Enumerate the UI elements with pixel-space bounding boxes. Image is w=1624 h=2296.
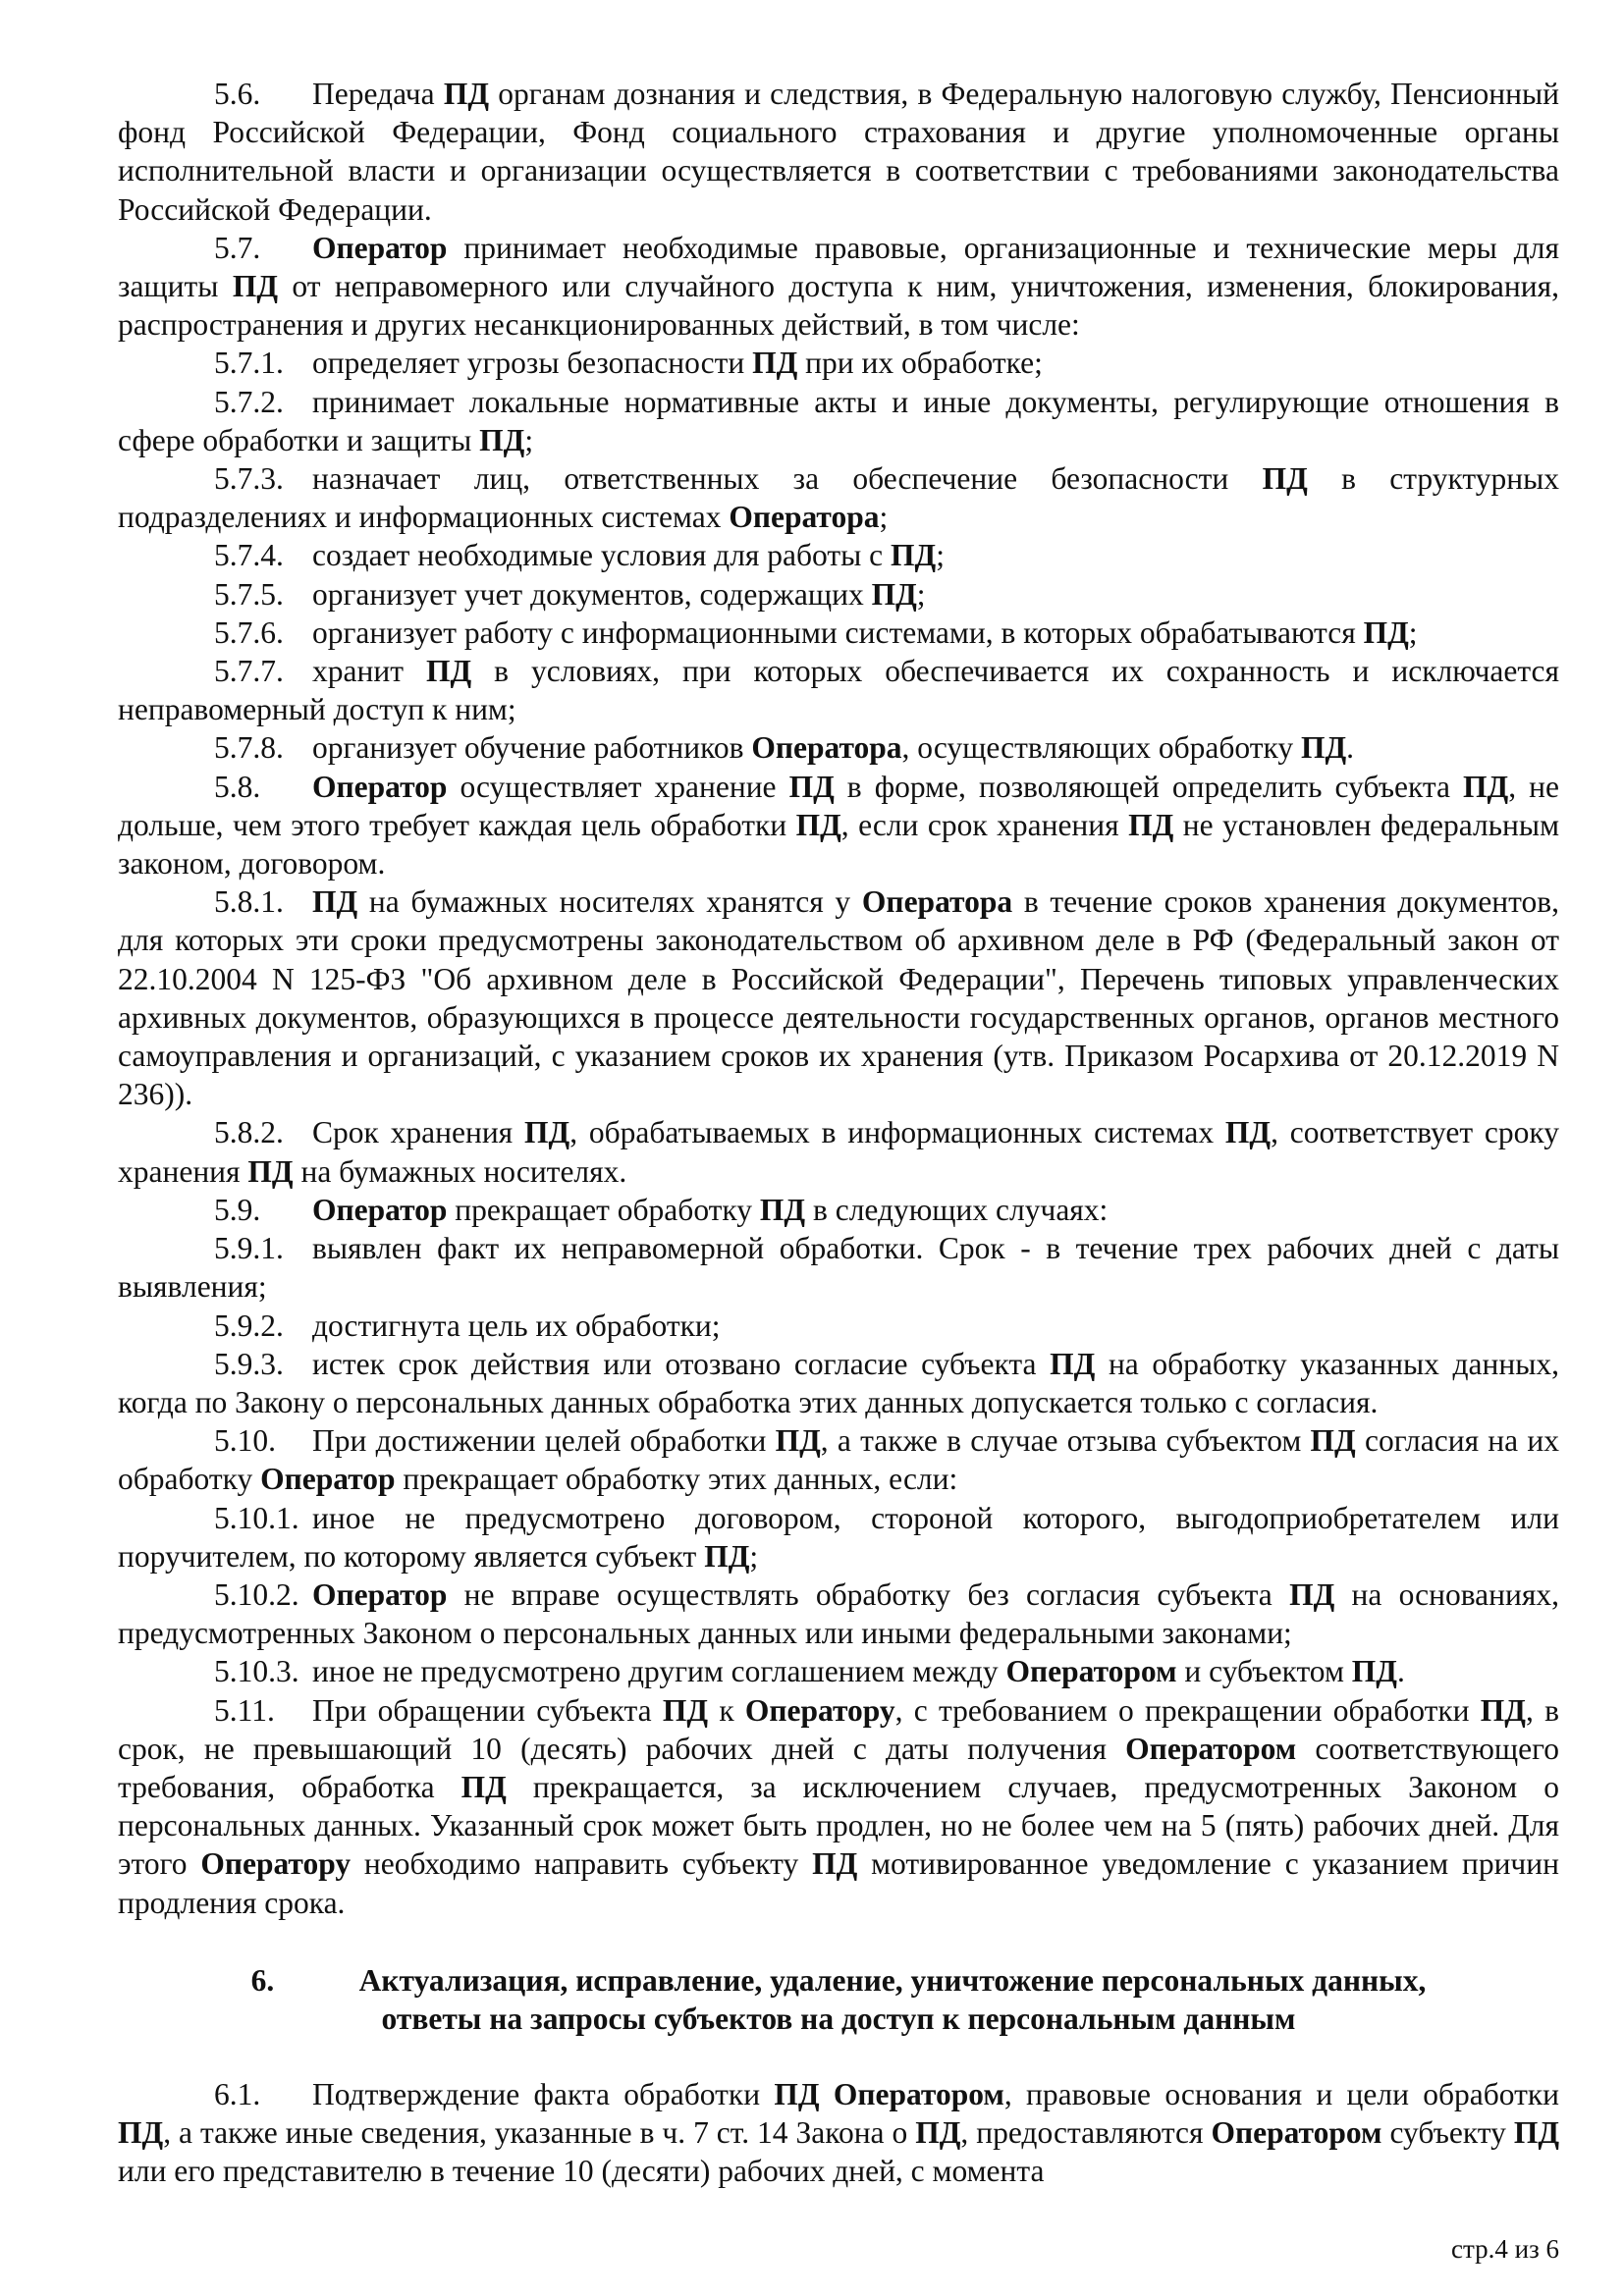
bold-term: ПД bbox=[752, 346, 798, 381]
text-run: , осуществляющих обработку bbox=[901, 730, 1301, 766]
text-run: Передача bbox=[312, 77, 444, 111]
text-run: , правовые основания и цели обработки bbox=[1003, 2076, 1560, 2111]
bold-term: ПД bbox=[425, 654, 472, 689]
bold-term: Оператор bbox=[312, 230, 448, 265]
text-run: ; bbox=[879, 500, 889, 535]
text-run: При обращении субъекта bbox=[312, 1692, 663, 1728]
paragraph-5-7-7 bbox=[118, 652, 1559, 728]
text-run: определяет угрозы безопасности bbox=[312, 346, 753, 381]
paragraph-5-9-2 bbox=[118, 1307, 1559, 1345]
paragraph-5-8-1 bbox=[118, 882, 1559, 1113]
bold-term: ПД bbox=[1050, 1346, 1096, 1381]
bold-term: ПД bbox=[871, 576, 917, 612]
section-6-body bbox=[118, 2075, 1559, 2191]
text-run: организует учет документов, содержащих bbox=[312, 576, 872, 612]
clause-number: 5.7. bbox=[214, 230, 261, 265]
paragraph-5-10-1 bbox=[118, 1499, 1559, 1575]
paragraph-5-11 bbox=[118, 1691, 1559, 1922]
bold-term: ПД bbox=[1128, 807, 1174, 842]
paragraph-5-10 bbox=[118, 1421, 1559, 1498]
bold-term: ПД bbox=[1351, 1654, 1397, 1689]
bold-term: ПД bbox=[774, 2076, 820, 2111]
bold-term: Оператору bbox=[200, 1846, 352, 1882]
text-run: к bbox=[708, 1692, 745, 1728]
text-run: на бумажных носителях. bbox=[293, 1153, 627, 1189]
clause-number: 5.7.7. bbox=[214, 654, 284, 689]
bold-term: Оператору bbox=[744, 1692, 895, 1728]
text-run: на основаниях, предусмотренных Законом о персональных данных или иными федеральными законами; bbox=[118, 1576, 1559, 1651]
paragraph-5-9 bbox=[118, 1191, 1559, 1229]
clause-number: 5.7.5. bbox=[214, 576, 284, 612]
text-run: соответствующего требования, обработка bbox=[118, 1731, 1559, 1804]
paragraph-5-7 bbox=[118, 229, 1559, 345]
bold-term: ПД bbox=[460, 1769, 507, 1804]
clause-number: 5.8.2. bbox=[214, 1115, 284, 1150]
text-run: или его представителю в течение 10 (десяти) рабочих дней, с момента bbox=[118, 2154, 1045, 2189]
document-page bbox=[118, 75, 1559, 2190]
section-6-title bbox=[118, 1961, 1559, 2038]
text-run: , с требованием о прекращении обработки bbox=[894, 1692, 1481, 1728]
text-run: ; bbox=[936, 538, 945, 573]
bold-term: Оператором bbox=[1125, 1731, 1297, 1766]
text-run: не установлен федеральным законом, договором. bbox=[118, 807, 1559, 881]
text-run: создает необходимые условия для работы с bbox=[312, 538, 892, 573]
paragraph-5-8-2 bbox=[118, 1113, 1559, 1190]
text-run: органам дознания и следствия, в Федеральную налоговую службу, Пенсионный фонд Российской Федерации, Фонд социального страхования и другие уполномоченные органы исполнительной власти и организации осуществляется в соответствии с требованиями законодательства Российской Федерации. bbox=[118, 77, 1559, 227]
section-5-body bbox=[118, 75, 1559, 1922]
bold-term: Оператора bbox=[751, 730, 902, 766]
text-run: ; bbox=[916, 576, 926, 612]
bold-term: ПД bbox=[247, 1153, 294, 1189]
paragraph-5-7-2 bbox=[118, 383, 1559, 459]
text-run: на обработку указанных данных, когда по Закону о персональных данных обработка этих данных допускается только с согласия. bbox=[118, 1346, 1559, 1419]
text-run: . bbox=[1346, 730, 1355, 766]
text-run: , в срок, не превышающий 10 (десять) рабочих дней с даты получения bbox=[118, 1692, 1559, 1766]
bold-term: ПД bbox=[524, 1115, 570, 1150]
bold-term: ПД bbox=[1310, 1423, 1356, 1459]
bold-term: Оператором bbox=[1211, 2114, 1382, 2150]
clause-number: 5.7.8. bbox=[214, 730, 284, 766]
text-run: ; bbox=[1408, 614, 1418, 650]
bold-term: ПД bbox=[1224, 1115, 1272, 1150]
bold-term: ПД bbox=[1463, 769, 1509, 804]
paragraph-6-1 bbox=[118, 2075, 1559, 2191]
bold-term: ПД bbox=[812, 1846, 858, 1882]
paragraph-5-7-3 bbox=[118, 459, 1559, 536]
text-run: истек срок действия или отозвано согласие субъекта bbox=[312, 1346, 1051, 1381]
bold-term: Оператор bbox=[312, 1192, 448, 1227]
text-run: , а также в случае отзыва субъектом bbox=[820, 1423, 1311, 1459]
clause-number: 5.7.6. bbox=[214, 614, 284, 650]
page-number: стр.4 из 6 bbox=[1451, 2234, 1559, 2264]
bold-term: ПД bbox=[891, 538, 937, 573]
bold-term: Оператор bbox=[312, 769, 448, 804]
text-run: в структурных подразделениях и информационных системах bbox=[118, 461, 1559, 535]
paragraph-5-9-1 bbox=[118, 1229, 1559, 1306]
text-run: ; bbox=[524, 422, 534, 457]
clause-number: 5.10.3. bbox=[214, 1654, 299, 1689]
text-run: организует обучение работников bbox=[312, 730, 752, 766]
clause-number: 5.10. bbox=[214, 1423, 276, 1459]
clause-number: 5.8.1. bbox=[214, 884, 284, 920]
bold-term: ПД bbox=[1480, 1692, 1526, 1728]
bold-term: ПД bbox=[232, 269, 279, 304]
paragraph-5-9-3 bbox=[118, 1345, 1559, 1421]
text-run bbox=[820, 2077, 834, 2111]
bold-term: Оператора bbox=[729, 500, 880, 535]
paragraph-5-7-1 bbox=[118, 344, 1559, 382]
text-run: достигнута цель их обработки; bbox=[312, 1308, 721, 1343]
bold-term: ПД bbox=[1300, 730, 1347, 766]
clause-number: 5.9.3. bbox=[214, 1346, 284, 1381]
text-run: , не дольше, чем этого требует каждая цель обработки bbox=[118, 769, 1559, 842]
text-run: , а также иные сведения, указанные в ч. 7 ст. 14 Закона о bbox=[163, 2114, 916, 2150]
bold-term: Оператор bbox=[312, 1576, 448, 1612]
clause-number: 5.9.1. bbox=[214, 1231, 284, 1266]
bold-term: ПД bbox=[915, 2114, 961, 2150]
clause-number: 5.10.1. bbox=[214, 1500, 299, 1535]
bold-term: ПД bbox=[479, 422, 525, 457]
clause-number: 5.6. bbox=[214, 77, 261, 111]
text-run: принимает локальные нормативные акты и иные документы, регулирующие отношения в сфере обработки и защиты bbox=[118, 384, 1559, 457]
text-run: назначает лиц, ответственных за обеспечение безопасности bbox=[312, 461, 1263, 497]
bold-term: ПД bbox=[312, 884, 358, 920]
bold-term: ПД bbox=[1363, 614, 1409, 650]
bold-term: Оператора bbox=[861, 884, 1013, 920]
text-run: хранит bbox=[312, 654, 426, 689]
text-run: мотивированное уведомление с указанием причин продления срока. bbox=[118, 1846, 1559, 1920]
text-run: не вправе осуществлять обработку без согласия субъекта bbox=[447, 1576, 1290, 1612]
text-run: прекращает обработку этих данных, если: bbox=[395, 1462, 958, 1497]
bold-term: ПД bbox=[1262, 461, 1308, 497]
text-run: принимает необходимые правовые, организационные и технические меры для защиты bbox=[118, 230, 1559, 304]
text-run: осуществляет хранение bbox=[447, 769, 789, 804]
bold-term: ПД bbox=[759, 1192, 806, 1227]
text-run: Подтверждение факта обработки bbox=[312, 2076, 775, 2111]
text-run: согласия на их обработку bbox=[118, 1423, 1559, 1497]
clause-number: 5.10.2. bbox=[214, 1576, 299, 1612]
bold-term: Оператор bbox=[260, 1462, 396, 1497]
text-run: иное не предусмотрено другим соглашением между bbox=[312, 1654, 1006, 1689]
clause-number: 5.7.2. bbox=[214, 384, 284, 419]
bold-term: ПД bbox=[704, 1538, 750, 1574]
section-title-line-1 bbox=[118, 1961, 1559, 2000]
text-run: при их обработке; bbox=[797, 346, 1043, 381]
clause-number: 6.1. bbox=[214, 2076, 261, 2111]
paragraph-5-10-2 bbox=[118, 1575, 1559, 1652]
text-run: на бумажных носителях хранятся у bbox=[357, 884, 862, 920]
text-run: Срок хранения bbox=[312, 1115, 524, 1150]
paragraph-5-6 bbox=[118, 75, 1559, 229]
text-run: иное не предусмотрено договором, стороной которого, выгодоприобретателем или поручителем, по которому является субъект bbox=[118, 1500, 1559, 1574]
section-number: 6. bbox=[250, 1962, 275, 1998]
bold-term: ПД bbox=[118, 2114, 164, 2150]
clause-number: 5.7.3. bbox=[214, 461, 284, 497]
text-run: в течение сроков хранения документов, для которых эти сроки предусмотрены законодательством об архивном деле в РФ (Федеральный закон от 22.10.2004 N 125-ФЗ "Об архивном деле в Российской Федерации", Перечень типовых управленческих архивных документов, образующихся в процессе деятельности государственных органов, органов местного самоуправления и организаций, с указанием сроков их хранения (утв. Приказом Росархива от 20.12.2019 N 236)). bbox=[118, 884, 1560, 1112]
bold-term: ПД bbox=[795, 807, 841, 842]
text-run: в форме, позволяющей определить субъекта bbox=[834, 769, 1464, 804]
paragraph-5-7-4 bbox=[118, 536, 1559, 574]
text-run: ; bbox=[749, 1538, 759, 1574]
bold-term: ПД bbox=[1513, 2114, 1559, 2150]
bold-term: ПД bbox=[775, 1423, 821, 1459]
text-run: от неправомерного или случайного доступа к ним, уничтожения, изменения, блокирования, распространения и других несанкционированных действий, в том числе: bbox=[118, 269, 1559, 343]
text-run: и субъектом bbox=[1176, 1654, 1352, 1689]
section-title-line-2: ответы на запросы субъектов на доступ к персональным данным bbox=[381, 2001, 1296, 2036]
bold-term: Оператором bbox=[1005, 1654, 1177, 1689]
text-run: организует работу с информационными системами, в которых обрабатываются bbox=[312, 614, 1364, 650]
text-run: субъекту bbox=[1381, 2114, 1514, 2150]
clause-number: 5.11. bbox=[214, 1692, 275, 1728]
bold-term: ПД bbox=[788, 769, 835, 804]
text-run: выявлен факт их неправомерной обработки. Срок - в течение трех рабочих дней с даты выявления; bbox=[118, 1231, 1559, 1305]
text-run: . bbox=[1396, 1654, 1405, 1689]
text-run: необходимо направить субъекту bbox=[351, 1846, 813, 1882]
bold-term: Оператором bbox=[833, 2076, 1004, 2111]
text-run: в следующих случаях: bbox=[805, 1192, 1109, 1227]
clause-number: 5.9. bbox=[214, 1192, 261, 1227]
paragraph-5-7-5 bbox=[118, 575, 1559, 614]
clause-number: 5.7.4. bbox=[214, 538, 284, 573]
text-run: При достижении целей обработки bbox=[312, 1423, 776, 1459]
bold-term: ПД bbox=[443, 77, 490, 111]
clause-number: 5.9.2. bbox=[214, 1308, 284, 1343]
paragraph-5-7-6 bbox=[118, 614, 1559, 652]
paragraph-5-10-3 bbox=[118, 1652, 1559, 1690]
paragraph-5-8 bbox=[118, 768, 1559, 883]
paragraph-5-7-8 bbox=[118, 728, 1559, 767]
section-title-text-1: Актуализация, исправление, удаление, уничтожение персональных данных, bbox=[358, 1962, 1427, 1998]
text-run: , обрабатываемых в информационных системах bbox=[569, 1115, 1225, 1150]
bold-term: ПД bbox=[662, 1692, 709, 1728]
clause-number: 5.8. bbox=[214, 769, 261, 804]
text-run: прекращается, за исключением случаев, предусмотренных Законом о персональных данных. Указанный срок может быть продлен, но не более чем на 5 (пять) рабочих дней. Для этого bbox=[118, 1769, 1559, 1882]
text-run: прекращает обработку bbox=[447, 1192, 760, 1227]
bold-term: ПД bbox=[1289, 1576, 1335, 1612]
clause-number: 5.7.1. bbox=[214, 346, 284, 381]
text-run: , соответствует сроку хранения bbox=[118, 1115, 1560, 1189]
text-run: , предоставляются bbox=[960, 2114, 1212, 2150]
text-run: , если срок хранения bbox=[840, 807, 1129, 842]
text-run: в условиях, при которых обеспечивается их сохранность и исключается неправомерный доступ к ним; bbox=[118, 654, 1559, 727]
